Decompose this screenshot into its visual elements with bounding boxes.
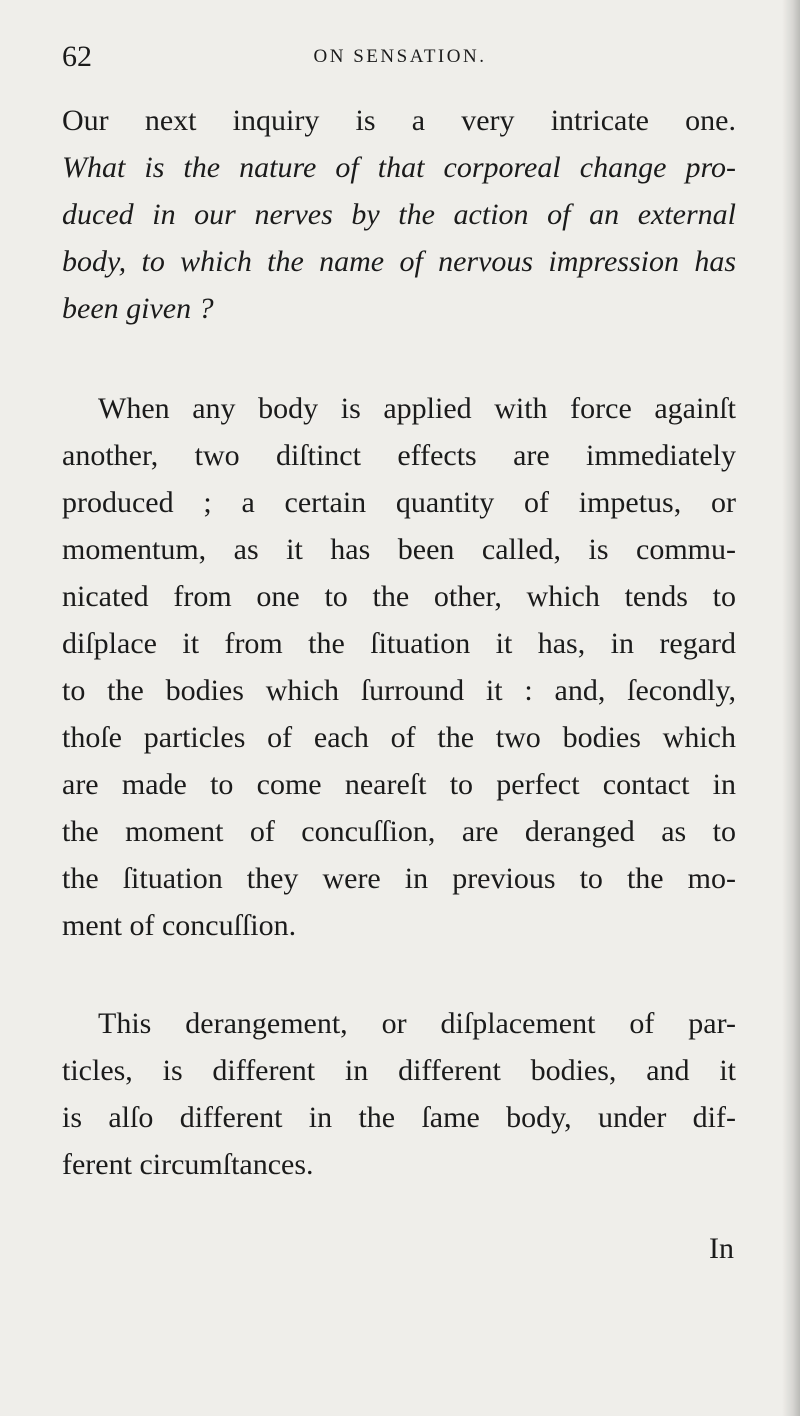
catchword: In bbox=[709, 1232, 734, 1265]
paragraph-line: Our next inquiry is a very intricate one. bbox=[62, 104, 736, 137]
paragraph-line: the moment of concuſſion, are deranged as to bbox=[62, 815, 736, 848]
page-number: 62 bbox=[62, 40, 92, 73]
paragraph-line: ferent circumſtances. bbox=[62, 1148, 314, 1181]
paragraph-line: duced in our nerves by the action of an external bbox=[62, 198, 736, 231]
paragraph-line: another, two diſtinct effects are immediately bbox=[62, 439, 736, 472]
paragraph-2 bbox=[62, 385, 736, 949]
paragraph-line: thoſe particles of each of the two bodies which bbox=[62, 721, 736, 754]
paragraph-line: produced ; a certain quantity of impetus, or bbox=[62, 486, 736, 519]
paragraph-line: What is the nature of that corporeal change pro- bbox=[62, 151, 736, 184]
page-gutter-shadow bbox=[782, 0, 800, 1416]
paragraph-line: nicated from one to the other, which tends to bbox=[62, 580, 736, 613]
paragraph-line: When any body is applied with force againſt bbox=[98, 392, 736, 425]
paragraph-line: the ſituation they were in previous to the mo- bbox=[62, 862, 736, 895]
running-head: ON SENSATION. bbox=[313, 46, 487, 67]
paragraph-line: ment of concuſſion. bbox=[62, 909, 297, 942]
paragraph-line: to the bodies which ſurround it : and, ſecondly, bbox=[62, 674, 736, 707]
paragraph-3 bbox=[62, 1000, 736, 1188]
paragraph-line: is alſo different in the ſame body, under dif- bbox=[62, 1101, 736, 1134]
paragraph-line: ticles, is different in different bodies, and it bbox=[62, 1054, 736, 1087]
paragraph-line: body, to which the name of nervous impression has bbox=[62, 245, 736, 278]
paragraph-line: momentum, as it has been called, is commu- bbox=[62, 533, 736, 566]
paragraph-line: been given ? bbox=[62, 292, 214, 325]
paragraph-line: This derangement, or diſplacement of par- bbox=[98, 1007, 736, 1040]
paragraph-line: diſplace it from the ſituation it has, in regard bbox=[62, 627, 736, 660]
paragraph-line: are made to come neareſt to perfect contact in bbox=[62, 768, 736, 801]
paragraph-1 bbox=[62, 97, 736, 332]
